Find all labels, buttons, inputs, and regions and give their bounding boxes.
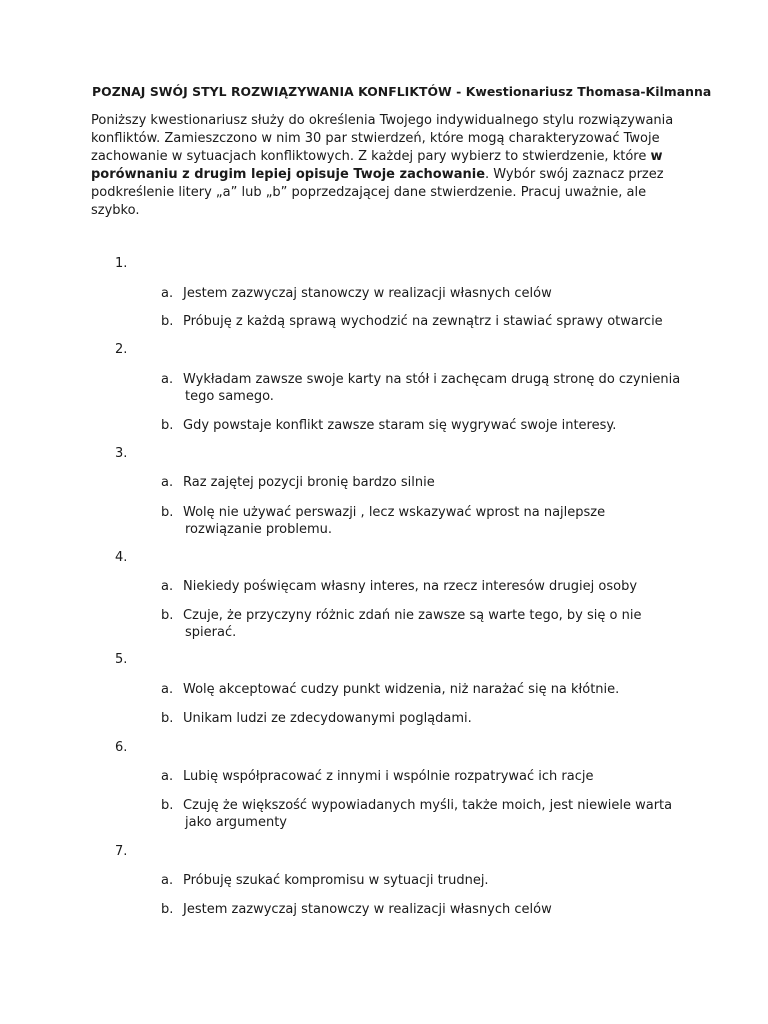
option-text: Raz zajętej pozycji bronię bardzo silnie bbox=[183, 475, 435, 490]
option-text-continued: tego samego. bbox=[185, 389, 274, 404]
option-letter: a. bbox=[161, 286, 174, 301]
answer-option-a[interactable] bbox=[161, 285, 681, 302]
answer-option-a[interactable] bbox=[161, 371, 681, 405]
answer-option-a[interactable] bbox=[161, 578, 681, 595]
answer-option-b[interactable] bbox=[161, 313, 681, 330]
option-letter: a. bbox=[161, 682, 174, 697]
question-number: 7. bbox=[115, 844, 128, 859]
intro-text-part1: Poniższy kwestionariusz służy do określenia Twojego indywidualnego stylu rozwiązywania konfliktów. Zamieszczono w nim 30 par stwierdzeń, które mogą charakteryzować Twoje zachowanie w sytuacjach konfliktowych. Z każdej pary wybierz to stwierdzenie, które bbox=[91, 113, 674, 164]
option-letter: a. bbox=[161, 372, 174, 387]
answer-option-b[interactable] bbox=[161, 901, 681, 918]
option-text: Unikam ludzi ze zdecydowanymi poglądami. bbox=[183, 711, 472, 726]
option-letter: b. bbox=[161, 902, 174, 917]
option-text: Wolę akceptować cudzy punkt widzenia, niż narażać się na kłótnie. bbox=[183, 682, 620, 697]
option-letter: a. bbox=[161, 579, 174, 594]
option-letter: b. bbox=[161, 418, 174, 433]
intro-text-part2: . Wybór swój zaznacz przez podkreślenie litery „a” lub „b” poprzedzającej dane stwierdzenie. Pracuj uważnie, ale szybko. bbox=[91, 167, 664, 218]
option-text-continued: jako argumenty bbox=[185, 815, 287, 830]
question-number: 2. bbox=[115, 342, 128, 357]
question-number: 6. bbox=[115, 740, 128, 755]
question-number: 4. bbox=[115, 550, 128, 565]
option-text: Gdy powstaje konflikt zawsze staram się wygrywać swoje interesy. bbox=[183, 418, 617, 433]
option-text-continued: spierać. bbox=[185, 625, 237, 640]
answer-option-a[interactable] bbox=[161, 872, 681, 889]
option-text: Jestem zazwyczaj stanowczy w realizacji własnych celów bbox=[183, 286, 552, 301]
option-letter: a. bbox=[161, 873, 174, 888]
option-text: Czuję że większość wypowiadanych myśli, także moich, jest niewiele warta bbox=[183, 798, 673, 813]
option-text: Wolę nie używać perswazji , lecz wskazywać wprost na najlepsze bbox=[183, 505, 606, 520]
option-text: Jestem zazwyczaj stanowczy w realizacji własnych celów bbox=[183, 902, 552, 917]
option-letter: b. bbox=[161, 608, 174, 623]
option-letter: b. bbox=[161, 711, 174, 726]
option-text-continued: rozwiązanie problemu. bbox=[185, 522, 332, 537]
answer-option-b[interactable] bbox=[161, 417, 681, 434]
option-text: Próbuję z każdą sprawą wychodzić na zewnątrz i stawiać sprawy otwarcie bbox=[183, 314, 663, 329]
option-letter: b. bbox=[161, 505, 174, 520]
answer-option-b[interactable] bbox=[161, 607, 681, 641]
option-letter: a. bbox=[161, 769, 174, 784]
answer-option-b[interactable] bbox=[161, 710, 681, 727]
question-number: 1. bbox=[115, 256, 128, 271]
option-text: Lubię współpracować z innymi i wspólnie rozpatrywać ich racje bbox=[183, 769, 594, 784]
answer-option-b[interactable] bbox=[161, 797, 681, 831]
intro-text-bold: w porównaniu z drugim lepiej opisuje Twoje zachowanie bbox=[91, 149, 663, 182]
option-text: Próbuję szukać kompromisu w sytuacji trudnej. bbox=[183, 873, 489, 888]
intro-paragraph bbox=[91, 112, 691, 220]
answer-option-b[interactable] bbox=[161, 504, 681, 538]
answer-option-a[interactable] bbox=[161, 474, 681, 491]
option-text: Wykładam zawsze swoje karty na stół i zachęcam drugą stronę do czynienia bbox=[183, 372, 681, 387]
answer-option-a[interactable] bbox=[161, 681, 681, 698]
option-letter: b. bbox=[161, 314, 174, 329]
option-letter: a. bbox=[161, 475, 174, 490]
question-number: 3. bbox=[115, 446, 128, 461]
question-number: 5. bbox=[115, 652, 128, 667]
answer-option-a[interactable] bbox=[161, 768, 681, 785]
document-title: POZNAJ SWÓJ STYL ROZWIĄZYWANIA KONFLIKTÓW - Kwestionariusz Thomasa-Kilmanna bbox=[92, 84, 712, 99]
option-text: Niekiedy poświęcam własny interes, na rzecz interesów drugiej osoby bbox=[183, 579, 638, 594]
option-letter: b. bbox=[161, 798, 174, 813]
option-text: Czuje, że przyczyny różnic zdań nie zawsze są warte tego, by się o nie bbox=[183, 608, 642, 623]
